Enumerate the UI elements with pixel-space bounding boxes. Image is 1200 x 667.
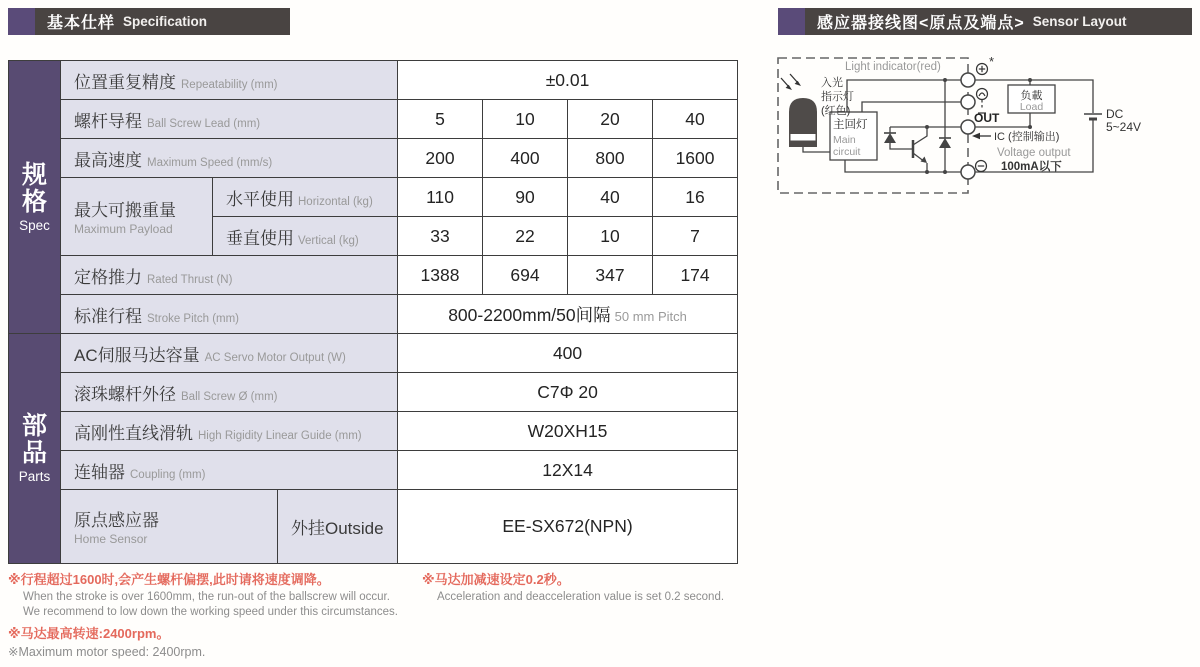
table-row	[9, 451, 738, 490]
label-en: Coupling (mm)	[130, 468, 206, 481]
terminal-minus	[961, 165, 975, 179]
table-row	[9, 373, 738, 412]
load-label-zh: 负載	[1020, 90, 1043, 102]
label-en: AC Servo Motor Output (W)	[204, 351, 346, 364]
label-zh: 外挂	[291, 519, 325, 538]
label-en: Repeatability (mm)	[181, 78, 278, 91]
label-zh: 定格推力	[74, 267, 142, 287]
footnote: ※马达加减速设定0.2秒。	[422, 572, 570, 587]
label-zh: 位置重复精度	[74, 72, 176, 92]
zener-diode-1	[884, 133, 896, 143]
voltage-output-label: Voltage output	[997, 147, 1071, 159]
value-speed-2: 400	[483, 139, 568, 178]
footnotes-right	[422, 571, 752, 605]
section-parts-en: Parts	[18, 469, 51, 484]
row-label-lead	[61, 100, 398, 139]
footnote: ※马达最高转速:2400rpm。	[8, 625, 170, 641]
stroke-value-zh: 800-2200mm/50间隔	[448, 304, 611, 325]
light-indicator-label-zh-3: (红色)	[821, 105, 851, 117]
plus-symbol	[977, 64, 988, 75]
row-label-coupling	[61, 451, 398, 490]
star-label: *	[989, 54, 995, 69]
label-en: Stroke Pitch (mm)	[147, 312, 240, 325]
table-row	[9, 334, 738, 373]
spec-table	[8, 60, 738, 564]
ic-arrow	[972, 133, 991, 139]
value-vertical-4: 7	[653, 217, 738, 256]
footnote: ※Maximum motor speed: 2400rpm.	[8, 644, 206, 659]
label-zh: 最大可搬重量	[74, 201, 176, 221]
section-cell-parts	[9, 334, 61, 564]
label-en: Horizontal (kg)	[298, 195, 373, 208]
spec-header-bar	[35, 8, 290, 35]
dc-label-1: DC	[1106, 107, 1124, 121]
label-en: Rated Thrust (N)	[147, 273, 233, 286]
row-label-speed	[61, 139, 398, 178]
value-lead-3: 20	[568, 100, 653, 139]
value-horizontal-4: 16	[653, 178, 738, 217]
value-thrust-2: 694	[483, 256, 568, 295]
value-stroke	[398, 295, 738, 334]
footnote: Acceleration and deacceleration value is set 0.2 second.	[437, 591, 725, 604]
row-label-payload-vertical	[213, 217, 398, 256]
label-en: High Rigidity Linear Guide (mm)	[198, 429, 362, 442]
value-vertical-3: 10	[568, 217, 653, 256]
led-symbol	[789, 98, 817, 147]
label-en: Outside	[325, 519, 384, 538]
row-label-servo	[61, 334, 398, 373]
value-thrust-3: 347	[568, 256, 653, 295]
label-zh: 滚珠螺杆外径	[74, 384, 176, 404]
label-zh: 标准行程	[74, 306, 142, 326]
label-zh: AC伺服马达容量	[74, 345, 200, 365]
row-label-guide	[61, 412, 398, 451]
terminal-plus	[961, 73, 975, 87]
value-thrust-1: 1388	[398, 256, 483, 295]
spec-header-title-zh: 基本仕样	[47, 15, 116, 32]
value-vertical-2: 22	[483, 217, 568, 256]
light-indicator-label-en: Light indicator(red)	[845, 61, 941, 73]
label-en: Ball Screw Lead (mm)	[147, 117, 261, 130]
footnote: We recommend to low down the working speed under this circumstances.	[23, 606, 398, 619]
minus-symbol	[976, 161, 987, 172]
stroke-value-en: 50 mm Pitch	[614, 308, 687, 324]
label-en: Maximum Payload	[74, 222, 173, 237]
value-horizontal-2: 90	[483, 178, 568, 217]
table-row	[9, 412, 738, 451]
value-thrust-4: 174	[653, 256, 738, 295]
row-label-ballscrew-od	[61, 373, 398, 412]
table-row	[9, 139, 738, 178]
value-guide: W20XH15	[398, 412, 738, 451]
table-row	[9, 256, 738, 295]
label-en: Ball Screw Ø (mm)	[181, 390, 278, 403]
row-label-repeatability	[61, 61, 398, 100]
accent-square	[8, 8, 35, 35]
row-label-home-sensor-mount	[278, 490, 398, 564]
dc-label-2: 5~24V	[1106, 120, 1142, 134]
main-circuit-label-en-2: circuit	[833, 146, 861, 158]
spec-section-header	[8, 8, 290, 35]
value-lead-1: 5	[398, 100, 483, 139]
current-limit-label: 100mA以下	[1001, 161, 1062, 173]
light-indicator-label-zh-1: 入光	[821, 77, 843, 89]
sensor-section-header	[778, 8, 1192, 35]
footnotes-left	[8, 571, 418, 660]
row-label-stroke	[61, 295, 398, 334]
light-arrows	[781, 74, 801, 90]
lamp-symbol	[977, 89, 988, 114]
section-cell-spec	[9, 61, 61, 334]
sensor-wiring-diagram	[775, 53, 1195, 213]
label-en: Home Sensor	[74, 532, 148, 547]
value-home-sensor: EE-SX672(NPN)	[398, 490, 738, 564]
value-repeatability: ±0.01	[398, 61, 738, 100]
value-speed-3: 800	[568, 139, 653, 178]
value-speed-1: 200	[398, 139, 483, 178]
value-vertical-1: 33	[398, 217, 483, 256]
terminal-out	[961, 120, 975, 134]
label-zh: 螺杆导程	[74, 111, 142, 131]
section-parts-zh: 部品	[21, 412, 47, 467]
footnote: ※行程超过1600时,会产生螺杆偏摆,此时请将速度调降。	[8, 572, 330, 587]
label-en: Maximum Speed (mm/s)	[147, 156, 273, 169]
spec-header-title-en: Specification	[123, 14, 208, 29]
label-zh: 最高速度	[74, 150, 142, 170]
battery-symbol	[1084, 114, 1102, 119]
label-zh: 连轴器	[74, 462, 125, 482]
out-label: OUT	[974, 111, 1000, 125]
sensor-header-title-zh: 感应器接线图<原点及端点>	[817, 15, 1025, 32]
main-circuit-label-en-1: Main	[833, 134, 856, 146]
footnote: When the stroke is over 1600mm, the run-out of the ballscrew will occur.	[23, 591, 390, 604]
table-row	[9, 100, 738, 139]
value-horizontal-1: 110	[398, 178, 483, 217]
table-row	[9, 295, 738, 334]
label-zh: 高刚性直线滑轨	[74, 423, 193, 443]
section-spec-en: Spec	[19, 217, 50, 233]
value-ballscrew-od: C7Φ 20	[398, 373, 738, 412]
accent-square	[778, 8, 805, 35]
zener-diode-2	[939, 138, 951, 148]
row-label-thrust	[61, 256, 398, 295]
row-label-payload-horizontal	[213, 178, 398, 217]
table-row	[9, 178, 738, 217]
main-circuit-label-zh: 主回灯	[833, 119, 868, 131]
value-servo: 400	[398, 334, 738, 373]
row-label-payload	[61, 178, 213, 256]
row-label-home-sensor	[61, 490, 278, 564]
terminal-lamp	[961, 95, 975, 109]
value-coupling: 12X14	[398, 451, 738, 490]
value-speed-4: 1600	[653, 139, 738, 178]
light-indicator-label-zh-2: 指示灯	[821, 91, 854, 103]
label-en: Vertical (kg)	[298, 234, 359, 247]
sensor-header-title-en: Sensor Layout	[1032, 14, 1127, 29]
label-zh: 水平使用	[226, 189, 294, 209]
table-row	[9, 490, 738, 564]
table-row	[9, 61, 738, 100]
load-label-en: Load	[1019, 101, 1044, 113]
value-lead-2: 10	[483, 100, 568, 139]
value-horizontal-3: 40	[568, 178, 653, 217]
label-zh: 原点感应器	[74, 511, 159, 531]
label-zh: 垂直使用	[226, 228, 294, 248]
value-lead-4: 40	[653, 100, 738, 139]
sensor-header-bar	[805, 8, 1192, 35]
ic-label: IC (控制输出)	[994, 131, 1060, 143]
section-spec-zh: 规格	[21, 160, 47, 216]
